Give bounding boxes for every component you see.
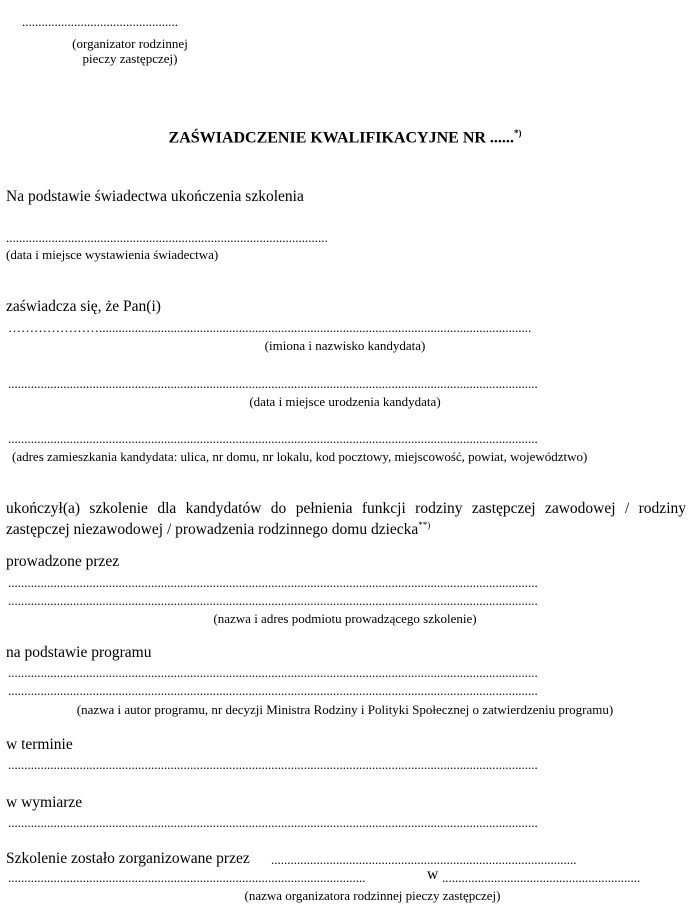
training-line2-text: zastępczej niezawodowej / prowadzenia rodzinnego domu dziecka	[6, 521, 419, 539]
candidate-intro: zaświadcza się, że Pan(i)	[6, 298, 161, 315]
candidate-address-line: ...................................................................................................................................................................	[8, 431, 538, 446]
certificate-date-line: ...................................................................................................	[6, 230, 328, 245]
program-caption: (nazwa i autor programu, nr decyzji Ministra Rodziny i Polityki Społecznej o zatwierdzeniu programu)	[76, 702, 614, 717]
document-title	[0, 128, 690, 147]
term-label: w terminie	[6, 736, 73, 753]
program-label: na podstawie programu	[6, 644, 152, 661]
term-line: ...................................................................................................................................................................	[8, 757, 538, 772]
certificate-intro: Na podstawie świadectwa ukończenia szkolenia	[6, 188, 304, 205]
scope-label: w wymiarze	[6, 794, 83, 811]
organized-by-w: w	[427, 866, 439, 883]
conducted-by-line-2: ...................................................................................................................................................................	[8, 593, 538, 608]
scope-line: ...................................................................................................................................................................	[8, 815, 538, 830]
training-line2	[6, 520, 430, 539]
organizer-signature-line: ................................................	[22, 14, 178, 29]
conducted-by-line-1: ...................................................................................................................................................................	[8, 575, 538, 590]
organizer-caption-line1: (organizator rodzinnej	[72, 36, 188, 51]
candidate-name-caption: (imiona i nazwisko kandydata)	[264, 338, 426, 353]
organizer-caption	[40, 36, 220, 66]
training-footnote: **)	[418, 520, 431, 530]
conducted-by-label: prowadzone przez	[6, 553, 120, 570]
document-title-text: ZAŚWIADCZENIE KWALIFIKACYJNE NR ......	[168, 129, 514, 147]
program-line-1: ...................................................................................................................................................................	[8, 665, 538, 680]
organizer-caption-line2: pieczy zastępczej)	[82, 51, 178, 66]
conducted-by-caption: (nazwa i adres podmiotu prowadzącego szkolenie)	[213, 611, 477, 626]
organized-by-label: Szkolenie zostało zorganizowane przez	[6, 850, 250, 867]
candidate-birth-line: ...................................................................................................................................................................	[8, 376, 538, 391]
organized-by-label-line: ..............................................................................................	[271, 852, 577, 867]
organized-by-name-line: ..............................................................................................................	[8, 870, 366, 885]
training-line1: ukończył(a) szkolenie dla kandydatów do pełnienia funkcji rodziny zastępczej zawodowej / rodziny	[6, 500, 686, 517]
organized-by-caption: (nazwa organizatora rodzinnej pieczy zastępczej)	[244, 888, 501, 903]
title-footnote: *)	[513, 128, 522, 138]
program-line-2: ...................................................................................................................................................................	[8, 683, 538, 698]
certificate-date-caption: (data i miejsce wystawienia świadectwa)	[6, 247, 219, 262]
organized-by-place-line: .............................................................	[442, 870, 641, 885]
candidate-birth-caption: (data i miejsce urodzenia kandydata)	[249, 394, 441, 409]
candidate-name-line: ………………….....................................................................................................................................	[8, 320, 532, 335]
candidate-address-caption: (adres zamieszkania kandydata: ulica, nr domu, nr lokalu, kod pocztowy, miejscowość, powiat, województwo)	[12, 449, 588, 464]
